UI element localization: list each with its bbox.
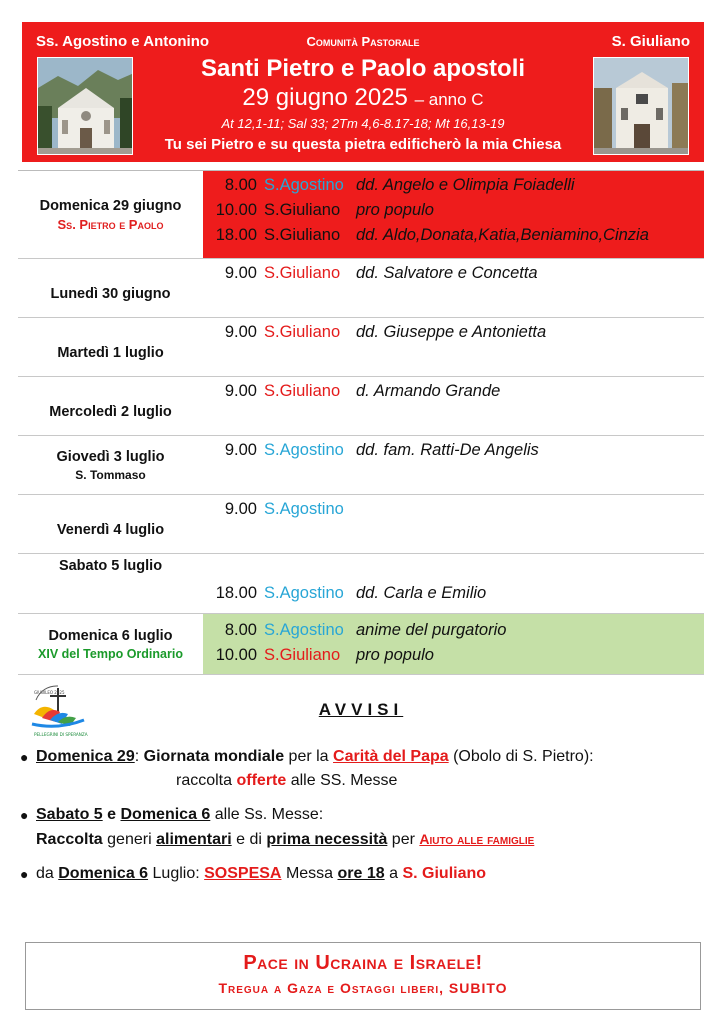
mass-time: 10.00 xyxy=(215,646,257,664)
peace-appeal-subtitle: Tregua a Gaza e Ostaggi liberi, SUBITO xyxy=(218,980,508,996)
notice-item xyxy=(20,862,710,886)
day-name: Giovedì 3 luglio xyxy=(56,448,165,465)
mass-church: S.Agostino xyxy=(264,621,344,639)
notice-event: Giornata mondiale xyxy=(143,748,285,765)
schedule-row xyxy=(18,377,704,436)
mass-time: 8.00 xyxy=(224,176,257,194)
day-feast: S. Tommaso xyxy=(75,467,146,482)
notice-highlight: ore 18 xyxy=(337,865,385,882)
mass-list xyxy=(203,318,704,376)
feast-date-text: 29 giugno 2025 xyxy=(242,84,408,111)
notice-text: raccolta xyxy=(176,772,233,789)
notice-colon: : xyxy=(134,748,140,765)
schedule-row xyxy=(18,554,704,613)
avvisi-title: AVVISI xyxy=(318,700,404,719)
mass-time: 18.00 xyxy=(215,584,257,602)
schedule-row xyxy=(18,436,704,495)
day-feast: Ss. Pietro e Paolo xyxy=(57,216,164,232)
schedule-row xyxy=(18,613,704,675)
mass-entry xyxy=(203,264,704,289)
mass-list xyxy=(203,554,704,613)
notice-text: a xyxy=(389,865,399,882)
mass-schedule xyxy=(18,170,704,675)
notice-highlight: SOSPESA xyxy=(204,865,282,882)
notice-text: per la xyxy=(288,748,329,765)
logo-text: PELLEGRINI DI SPERANZA xyxy=(34,732,88,737)
mass-entry xyxy=(203,201,704,226)
mass-church: S.Giuliano xyxy=(264,201,341,219)
mass-time: 9.00 xyxy=(224,500,257,518)
notice-highlight: alimentari xyxy=(156,831,232,848)
mass-intention: anime del purgatorio xyxy=(356,621,507,639)
mass-church: S.Giuliano xyxy=(264,382,341,400)
mass-time: 9.00 xyxy=(224,441,257,459)
notice-charity: Carità del Papa xyxy=(333,748,449,765)
schedule-row xyxy=(18,318,704,377)
notice-text: Messa xyxy=(285,865,334,882)
day-cell xyxy=(18,171,203,258)
notice-highlight: S. Giuliano xyxy=(402,865,487,882)
mass-intention: dd. Aldo,Donata,Katia,Beniamino,Cinzia xyxy=(356,226,649,244)
day-name: Mercoledì 2 luglio xyxy=(49,404,172,420)
mass-entry xyxy=(203,226,704,251)
notice-text: generi xyxy=(107,831,152,848)
notice-text: alle SS. Messe xyxy=(290,772,398,789)
schedule-row xyxy=(18,171,704,259)
mass-entry xyxy=(203,500,704,525)
notice-text: per xyxy=(391,831,415,848)
notices-list xyxy=(20,745,710,896)
notice-highlight: prima necessità xyxy=(266,831,388,848)
schedule-row xyxy=(18,495,704,554)
mass-intention: dd. fam. Ratti-De Angelis xyxy=(356,441,539,459)
mass-entry xyxy=(203,621,704,646)
day-name: Domenica 6 luglio xyxy=(48,627,173,644)
gospel-quote: Tu sei Pietro e su questa pietra edificherò la mia Chiesa xyxy=(164,136,562,153)
notice-date: Domenica 6 xyxy=(120,806,211,823)
day-cell xyxy=(18,377,203,435)
notice-text: Raccolta xyxy=(36,831,103,848)
notice-text: (Obolo di S. Pietro): xyxy=(453,748,594,765)
mass-intention: dd. Carla e Emilio xyxy=(356,584,487,602)
notice-date: Sabato 5 xyxy=(36,806,103,823)
day-name: Venerdì 4 luglio xyxy=(56,522,165,538)
mass-entry xyxy=(203,323,704,348)
header-banner xyxy=(22,22,704,162)
day-name: Sabato 5 luglio xyxy=(58,558,163,574)
notice-text: da xyxy=(36,865,54,882)
notice-line xyxy=(36,827,710,852)
mass-intention: dd. Angelo e Olimpia Foiadelli xyxy=(356,176,575,194)
community-label: Comunità Pastorale xyxy=(306,34,420,49)
mass-list xyxy=(203,171,704,258)
mass-entry xyxy=(203,382,704,407)
notice-text: e di xyxy=(236,831,262,848)
notice-item xyxy=(20,745,710,793)
day-name: Martedì 1 luglio xyxy=(57,345,164,361)
day-cell xyxy=(18,259,203,317)
notice-highlight: offerte xyxy=(236,772,287,789)
notice-highlight: Aiuto alle famiglie xyxy=(419,831,535,847)
mass-intention: d. Armando Grande xyxy=(356,382,501,400)
mass-time: 9.00 xyxy=(224,264,257,282)
bullet-icon: ● xyxy=(20,866,29,882)
liturgical-year: – anno C xyxy=(414,90,484,109)
mass-list xyxy=(203,259,704,317)
mass-church: S.Agostino xyxy=(264,176,344,194)
notice-item xyxy=(20,803,710,852)
mass-time: 9.00 xyxy=(224,323,257,341)
mass-list xyxy=(203,436,704,494)
feast-title: Santi Pietro e Paolo apostoli xyxy=(200,55,526,82)
mass-intention: dd. Giuseppe e Antonietta xyxy=(356,323,547,341)
mass-entry xyxy=(203,646,704,671)
day-cell xyxy=(18,318,203,376)
peace-appeal-box xyxy=(25,942,701,1010)
day-cell xyxy=(18,614,203,674)
mass-list xyxy=(203,495,704,553)
notice-text: alle Ss. Messe: xyxy=(214,806,324,823)
readings: At 12,1-11; Sal 33; 2Tm 4,6-8.17-18; Mt 16,13-19 xyxy=(221,116,505,131)
notice-line xyxy=(36,769,710,793)
mass-entry xyxy=(203,584,704,609)
mass-time: 10.00 xyxy=(215,201,257,219)
mass-church: S.Agostino xyxy=(264,584,344,602)
notice-date: Domenica 6 xyxy=(58,865,149,882)
right-parish-name: S. Giuliano xyxy=(611,33,690,50)
day-name: Lunedì 30 giugno xyxy=(50,286,171,302)
day-feast: XIV del Tempo Ordinario xyxy=(38,646,183,661)
mass-list xyxy=(203,614,704,674)
notice-text: e xyxy=(107,806,117,823)
mass-list xyxy=(203,377,704,435)
mass-time: 9.00 xyxy=(224,382,257,400)
mass-intention: dd. Salvatore e Concetta xyxy=(356,264,538,282)
feast-date xyxy=(22,84,704,112)
mass-entry xyxy=(203,441,704,466)
mass-church: S.Giuliano xyxy=(264,323,341,341)
mass-entry xyxy=(203,176,704,201)
day-cell xyxy=(18,554,203,613)
mass-church: S.Agostino xyxy=(264,441,344,459)
mass-time: 18.00 xyxy=(215,226,257,244)
bullet-icon: ● xyxy=(20,749,29,765)
mass-time: 8.00 xyxy=(224,621,257,639)
day-cell xyxy=(18,436,203,494)
mass-church: S.Agostino xyxy=(264,500,344,518)
left-parish-name: Ss. Agostino e Antonino xyxy=(36,33,210,50)
notice-date: Domenica 29 xyxy=(36,748,135,765)
mass-church: S.Giuliano xyxy=(264,264,341,282)
logo-year-text: GIUBILEO 2025 xyxy=(34,690,65,695)
mass-church: S.Giuliano xyxy=(264,226,341,244)
mass-church: S.Giuliano xyxy=(264,646,341,664)
mass-intention: pro populo xyxy=(356,646,434,664)
schedule-row xyxy=(18,259,704,318)
notice-text: Luglio: xyxy=(152,865,200,882)
day-name: Domenica 29 giugno xyxy=(39,197,182,214)
day-cell xyxy=(18,495,203,553)
peace-appeal-title: Pace in Ucraina e Israele! xyxy=(243,952,483,974)
mass-intention: pro populo xyxy=(356,201,434,219)
bullet-icon: ● xyxy=(20,807,29,823)
